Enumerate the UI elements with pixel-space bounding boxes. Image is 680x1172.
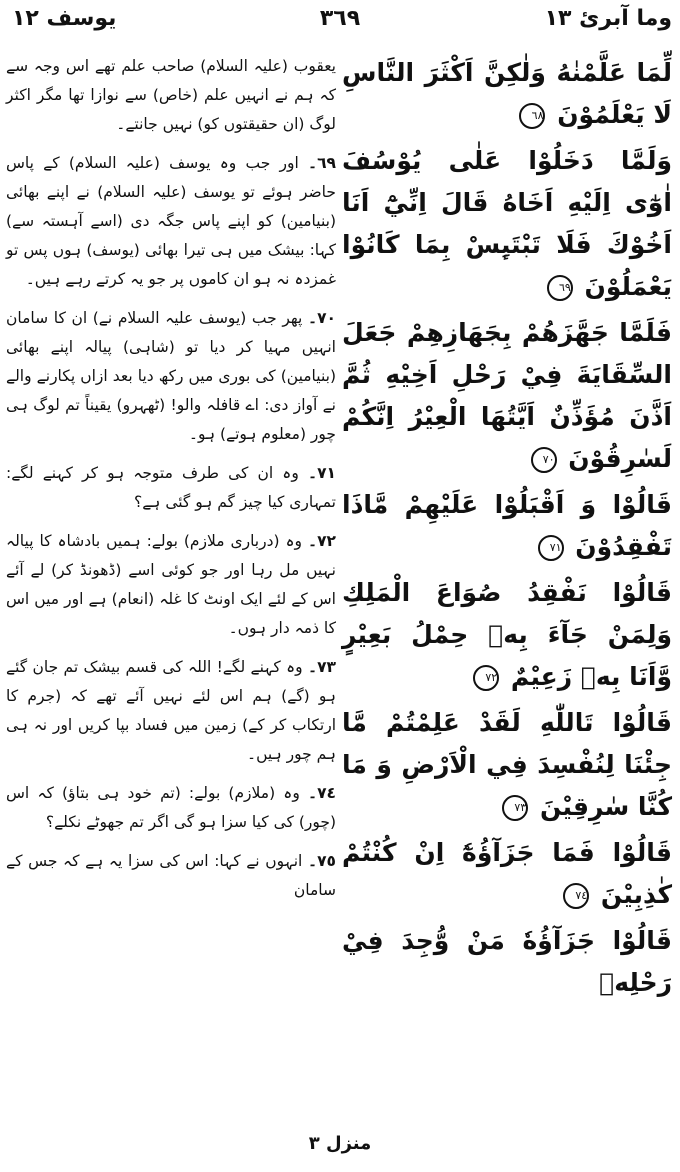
para-name: وما آبرئ ١٣ [544,6,672,31]
translation-text: یعقوب (علیہ السلام) صاحب علم تھے اس وجہ سے کہ ہم نے انہیں علم (خاص) سے نوازا تھا مگر اکثر لوگ (ان حقیقتوں کو) نہیں جانتے۔ [6,57,336,133]
translation-75 [6,847,336,905]
verse-end-marker-icon: ٦٨ [519,103,545,129]
verse-end-marker-icon: ٧٤ [563,883,589,909]
urdu-translation-column [6,52,336,1110]
verse-number: ٧٤۔ [307,784,336,802]
translation-68 [6,52,336,139]
verse-number: ٧٠۔ [307,309,336,327]
translation-text: اور جب وہ یوسف (علیہ السلام) کے پاس حاضر ہوئے تو یوسف (علیہ السلام) نے اپنے بھائی (بنیامین) کو اپنے پاس جگہ دی (اسے آہستہ سے) کہا: بیشک میں ہی تیرا بھائی (یوسف) ہوں پس تو غمزدہ نہ ہو ان کاموں پر جو یہ کرتے رہے ہیں۔ [6,154,336,288]
translation-72 [6,527,336,643]
translation-text: وہ کہنے لگے! اللہ کی قسم بیشک تم جان گئے ہو (گے) ہم اس لئے نہیں آئے تھے کہ (جرم کا ارتکاب کر کے) زمین میں فساد بپا کریں اور نہ ہی ہم چور ہیں۔ [6,658,336,763]
translation-text: پھر جب (یوسف علیہ السلام نے) ان کا سامان انہیں مہیا کر دیا تو (شاہی) پیالہ اپنے بھائی (بنیامین) کی بوری میں رکھ دیا بعد ازاں پکارنے والے نے آواز دی: اے قافلہ والو! (ٹھہرو) یقیناً تم لوگ ہی چور (معلوم ہوتے) ہو۔ [6,309,336,443]
translation-text: انہوں نے کہا: اس کی سزا یہ ہے کہ جس کے سامان [6,852,336,899]
verse-text: قَالُوْا جَزَآؤُهٗ مَنْ وُّجِدَ فِيْ رَحْلِهٖ [342,926,672,997]
arabic-verse-73 [342,702,672,828]
arabic-verse-75 [342,920,672,1004]
page-header [0,0,680,40]
verse-number: ٧٥۔ [307,852,336,870]
arabic-column [342,52,672,1110]
verse-text: فَلَمَّا جَهَّزَهُمْ بِجَهَازِهِمْ جَعَلَ السِّقَايَةَ فِيْ رَحْلِ اَخِيْهِ ثُمَّ اَذَّنَ مُؤَذِّنٌ اَيَّتُهَا الْعِيْرُ اِنَّكُمْ لَسٰرِقُوْنَ [342,318,672,473]
verse-text: قَالُوْا وَ اَقْبَلُوْا عَلَيْهِمْ مَّاذَا تَفْقِدُوْنَ [342,490,672,561]
translation-73 [6,653,336,769]
translation-text: وہ (ملازم) بولے: (تم خود ہی بتاؤ) کہ اس (چور) کی کیا سزا ہو گی اگر تم جھوٹے نکلے؟ [6,784,336,831]
translation-70 [6,304,336,449]
translation-69 [6,149,336,294]
verse-text: وَلَمَّا دَخَلُوْا عَلٰى يُوْسُفَ اٰوٰٓى اِلَيْهِ اَخَاهُ قَالَ اِنِّيْٓ اَنَا اَخُوْكَ فَلَا تَبْتَىِٕسْ بِمَا كَانُوْا يَعْمَلُوْنَ [342,146,672,301]
translation-text: وہ (درباری ملازم) بولے: ہمیں بادشاہ کا پیالہ نہیں مل رہا اور جو کوئی اسے (ڈھونڈ کر) لے آئے اس کے لئے ایک اونٹ کا غلہ (انعام) ہے اور میں اس کا ذمہ دار ہوں۔ [6,532,336,637]
translation-text: وہ ان کی طرف متوجہ ہو کر کہنے لگے: تمہاری کیا چیز گم ہو گئی ہے؟ [6,464,336,511]
verse-number: ٧٣۔ [307,658,336,676]
surah-name: یوسف ١٢ [12,6,117,31]
verse-number: ٧١۔ [307,464,336,482]
arabic-verse-70 [342,312,672,480]
verse-number: ٧٢۔ [307,532,336,550]
verse-end-marker-icon: ٧٣ [502,795,528,821]
verse-text: قَالُوْا نَفْقِدُ صُوَاعَ الْمَلِكِ وَلِمَنْ جَآءَ بِهٖ حِمْلُ بَعِيْرٍ وَّاَنَا بِهٖ زَعِيْمٌ [342,578,672,691]
verse-end-marker-icon: ٧٢ [473,665,499,691]
verse-text: قَالُوْا فَمَا جَزَآؤُهٗٓ اِنْ كُنْتُمْ كٰذِبِيْنَ [342,838,672,909]
arabic-verse-72 [342,572,672,698]
manzil-footer: منزل ٣ [308,1133,372,1154]
arabic-verse-69 [342,140,672,308]
arabic-verse-71 [342,484,672,568]
translation-71 [6,459,336,517]
translation-74 [6,779,336,837]
verse-end-marker-icon: ٧١ [538,535,564,561]
arabic-verse-74 [342,832,672,916]
page-number: ٣٦٩ [319,6,361,31]
verse-number: ٦٩۔ [307,154,336,172]
verse-text: قَالُوْا تَاللّٰهِ لَقَدْ عَلِمْتُمْ مَّا جِئْنَا لِنُفْسِدَ فِي الْاَرْضِ وَ مَا كُنَّا سٰرِقِيْنَ [342,708,672,821]
verse-end-marker-icon: ٦٩ [547,275,573,301]
arabic-verse-68 [342,52,672,136]
verse-text: لِّمَا عَلَّمْنٰهُ وَلٰكِنَّ اَكْثَرَ النَّاسِ لَا يَعْلَمُوْنَ [342,58,672,129]
verse-end-marker-icon: ٧٠ [531,447,557,473]
